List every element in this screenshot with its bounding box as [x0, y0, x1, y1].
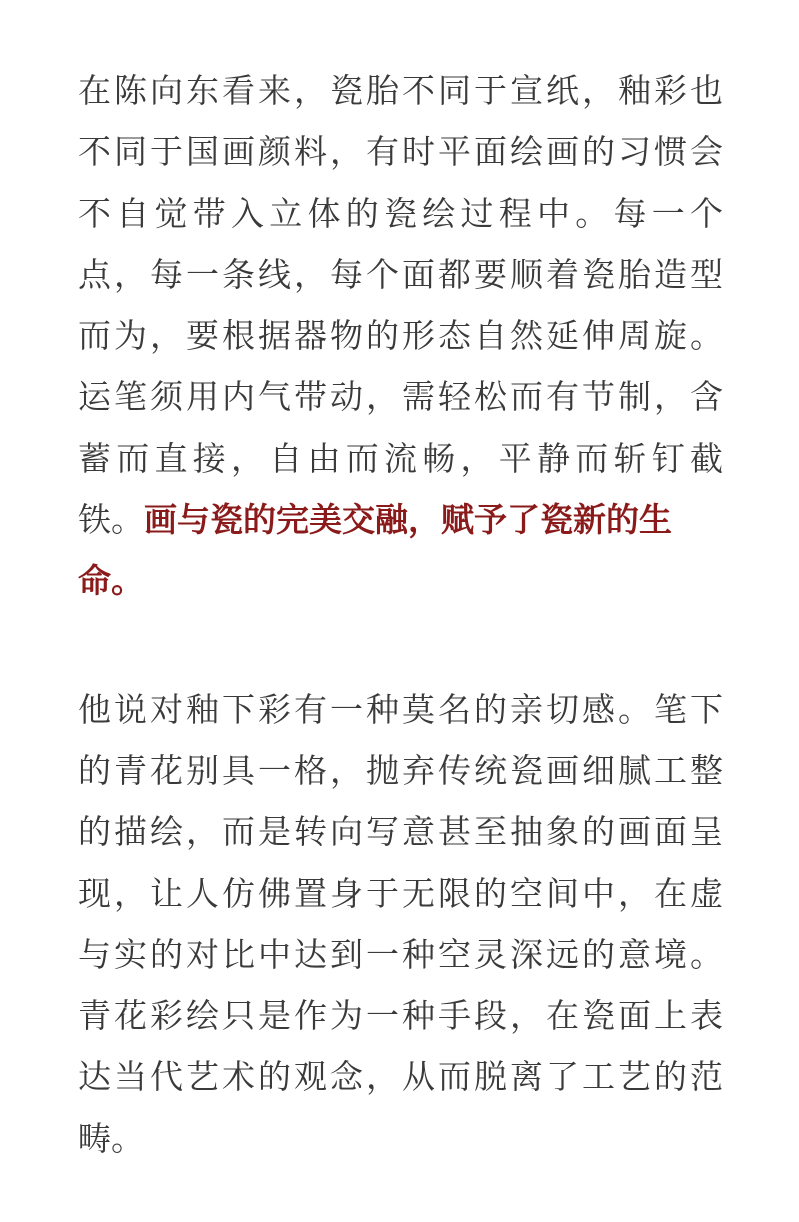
- paragraph-line: 的青花别具一格，抛弃传统瓷画细腻工整: [78, 750, 723, 790]
- paragraph-2: [78, 679, 723, 1169]
- paragraph-line: 不同于国画颜料，有时平面绘画的习惯会: [78, 132, 723, 172]
- paragraph-line: 畴。: [78, 1118, 144, 1158]
- paragraph-line: 不自觉带入立体的瓷绘过程中。每一个: [78, 193, 723, 233]
- paragraph-line: 的描绘，而是转向写意甚至抽象的画面呈: [78, 812, 723, 852]
- paragraph-line: 达当代艺术的观念，从而脱离了工艺的范: [78, 1057, 723, 1097]
- paragraph-line: 蓄而直接，自由而流畅，平静而斩钉截: [78, 438, 723, 478]
- paragraph-line-highlight: [78, 550, 723, 611]
- paragraph-line: 与实的对比中达到一种空灵深远的意境。: [78, 934, 723, 974]
- paragraph-line-mixed: [78, 489, 723, 550]
- paragraph-line: 而为，要根据器物的形态自然延伸周旋。: [78, 316, 723, 356]
- paragraph-line: 青花彩绘只是作为一种手段，在瓷面上表: [78, 996, 723, 1036]
- paragraph-1: [78, 60, 723, 612]
- paragraph-line: 点，每一条线，每个面都要顺着瓷胎造型: [78, 254, 723, 294]
- highlight-text: 命。: [78, 561, 144, 601]
- article-body: [78, 60, 723, 1169]
- paragraph-line: 他说对釉下彩有一种莫名的亲切感。笔下: [78, 689, 723, 729]
- paragraph-line: 在陈向东看来，瓷胎不同于宣纸，釉彩也: [78, 71, 723, 110]
- highlight-text: 画与瓷的完美交融，赋予了瓷新的生: [144, 500, 672, 540]
- paragraph-line: 现，让人仿佛置身于无限的空间中，在虚: [78, 873, 723, 913]
- line-prefix-text: 铁。: [78, 500, 144, 540]
- paragraph-line: 运笔须用内气带动，需轻松而有节制，含: [78, 377, 723, 417]
